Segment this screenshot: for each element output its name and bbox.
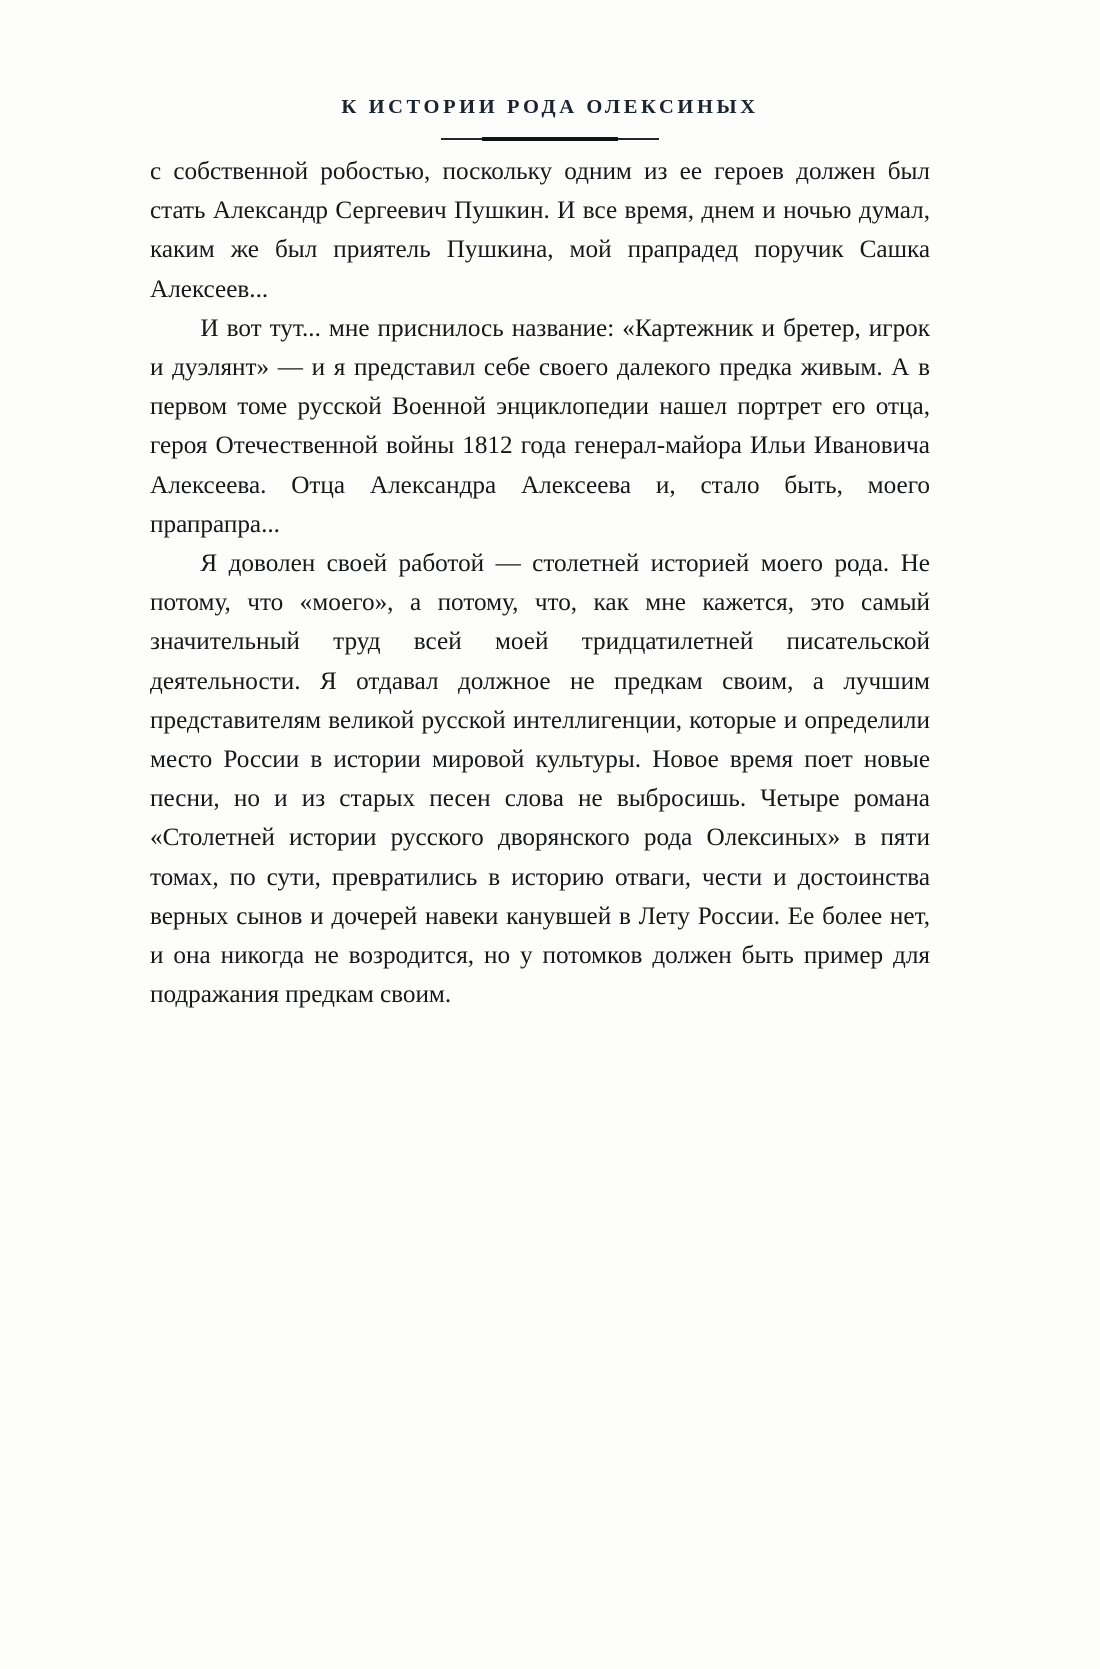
paragraph: с собственной робостью, поскольку одним из ее героев должен был стать Александр Сергеевич Пушкин. И все время, днем и ночью думал, каким же был приятель Пушкина, мой прапрадед поручик Сашка Алексеев... (150, 158, 930, 303)
paragraph: И вот тут... мне приснилось название: «Картежник и бретер, игрок и дуэлянт» — и я представил себе своего далекого предка живым. А в первом томе русской Военной энциклопедии нашел портрет его отца, героя Отечественной войны 1812 года генерал-майора Ильи Ивановича Алексеева. Отца Александра Алексеева и, стало быть, моего прапрапра... (150, 314, 930, 538)
ornamental-divider (0, 134, 1100, 144)
divider-thick-center (482, 137, 618, 142)
running-head: К ИСТОРИИ РОДА ОЛЕКСИНЫХ (341, 96, 759, 118)
body-text-block (150, 152, 930, 1014)
paragraph: Я доволен своей работой — столетней историей моего рода. Не потому, что «моего», а потому, что, как мне кажется, это самый значительный труд всей моей тридцатилетней писательской деятельности. Я отдавал должное не предкам своим, а лучшим представителям великой русской интеллигенции, которые и определили место России в истории мировой культуры. Новое время поет новые песни, но и из старых песен слова не выбросишь. Четыре романа «Столетней истории русского дворянского рода Олексиных» в пяти томах, по сути, превратились в историю отваги, чести и достоинства верных сынов и дочерей навеки канувшей в Лету России. Ее более нет, и она никогда не возродится, но у потомков должен быть пример для подражания предкам своим. (150, 550, 930, 1009)
divider-rule (441, 136, 659, 142)
